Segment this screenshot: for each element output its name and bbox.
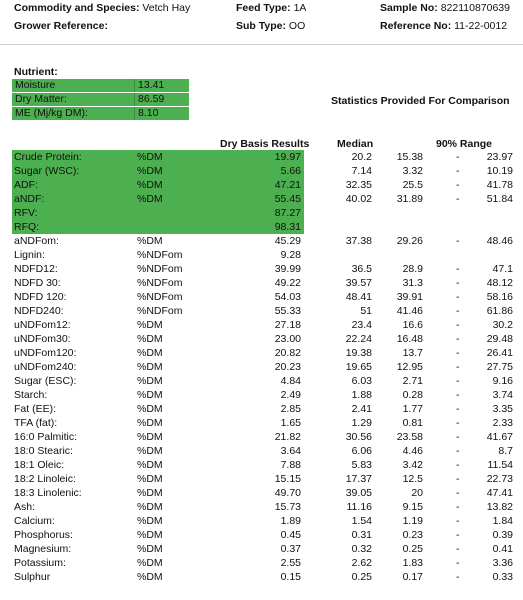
range-separator: -	[456, 487, 460, 499]
table-row	[0, 262, 523, 276]
row-name: uNDFom30:	[14, 333, 71, 345]
range-low: 4.46	[402, 445, 423, 457]
range-high: 27.75	[486, 361, 513, 373]
nutrient-value: 13.41	[138, 79, 165, 91]
feed-type-value: 1A	[293, 2, 307, 14]
range-separator: -	[456, 543, 460, 555]
row-name: 16:0 Palmitic:	[14, 431, 78, 443]
range-low: 16.6	[402, 319, 423, 331]
dry-basis-value: 55.45	[274, 193, 301, 205]
row-name: Starch:	[14, 389, 48, 401]
sample-no-label: Sample No:	[380, 2, 438, 14]
row-unit: %NDFom	[137, 249, 183, 261]
range-low: 1.83	[402, 557, 423, 569]
table-row	[0, 416, 523, 430]
report-header	[0, 0, 523, 45]
range-high: 58.16	[486, 291, 513, 303]
range-high: 61.86	[486, 305, 513, 317]
dry-basis-value: 15.15	[274, 473, 301, 485]
median-value: 2.62	[351, 557, 372, 569]
row-unit: %DM	[137, 459, 163, 471]
table-row	[0, 318, 523, 332]
range-separator: -	[456, 529, 460, 541]
row-name: Sugar (ESC):	[14, 375, 77, 387]
dry-basis-value: 19.97	[274, 151, 301, 163]
reference-no-value: 11-22-0012	[454, 20, 508, 32]
table-row	[0, 346, 523, 360]
range-separator: -	[456, 417, 460, 429]
range-high: 41.78	[486, 179, 513, 191]
feed-type-field	[236, 2, 306, 14]
range-separator: -	[456, 459, 460, 471]
median-value: 7.14	[351, 165, 372, 177]
nutrient-table	[12, 79, 189, 121]
median-value: 19.65	[345, 361, 372, 373]
nutrient-value: 86.59	[138, 93, 165, 105]
table-row	[0, 528, 523, 542]
median-value: 0.31	[351, 529, 372, 541]
row-unit: %DM	[137, 417, 163, 429]
row-unit: %DM	[137, 165, 163, 177]
sub-type-label: Sub Type:	[236, 20, 286, 32]
row-name: Potassium:	[14, 557, 66, 569]
sub-type-value: OO	[288, 20, 306, 32]
row-name: Crude Protein:	[14, 151, 82, 163]
median-value: 5.83	[351, 459, 372, 471]
range-high: 0.39	[492, 529, 513, 541]
table-row	[0, 444, 523, 458]
range-high: 3.35	[492, 403, 513, 415]
range-low: 0.81	[402, 417, 423, 429]
table-row	[0, 178, 523, 192]
row-unit: %DM	[137, 445, 163, 457]
dry-basis-value: 98.31	[274, 221, 301, 233]
dry-basis-value: 21.82	[274, 431, 301, 443]
commodity-label: Commodity and Species:	[14, 2, 140, 14]
row-name: Phosphorus:	[14, 529, 73, 541]
reference-no-field	[380, 20, 507, 32]
dry-basis-value: 49.22	[274, 277, 301, 289]
sample-no-field	[380, 2, 510, 14]
table-row	[0, 206, 523, 220]
dry-basis-value: 4.84	[280, 375, 301, 387]
row-unit: %DM	[137, 473, 163, 485]
range-low: 3.42	[402, 459, 423, 471]
median-value: 1.29	[351, 417, 372, 429]
dry-basis-value: 3.64	[280, 445, 301, 457]
range-separator: -	[456, 193, 460, 205]
range-low: 9.15	[402, 501, 423, 513]
table-row	[0, 164, 523, 178]
nutrient-title: Nutrient:	[14, 66, 58, 78]
row-unit: %DM	[137, 319, 163, 331]
range-low: 41.46	[396, 305, 423, 317]
range-separator: -	[456, 389, 460, 401]
range-high: 11.54	[487, 459, 513, 471]
dry-basis-value: 87.27	[274, 207, 301, 219]
range-low: 3.32	[402, 165, 423, 177]
median-value: 51	[360, 305, 372, 317]
row-unit: %NDFom	[137, 305, 183, 317]
row-name: 18:2 Linoleic:	[14, 473, 76, 485]
median-value: 0.32	[351, 543, 372, 555]
nutrient-label: ME (Mj/kg DM):	[15, 107, 88, 119]
table-row	[0, 150, 523, 164]
range-low: 0.25	[402, 543, 423, 555]
table-row	[0, 360, 523, 374]
table-row	[0, 486, 523, 500]
dry-basis-header: Dry Basis Results	[220, 138, 310, 150]
range-separator: -	[456, 473, 460, 485]
dry-basis-value: 2.55	[280, 557, 301, 569]
row-name: NDFD 30:	[14, 277, 61, 289]
median-value: 40.02	[345, 193, 372, 205]
range-high: 30.2	[492, 319, 513, 331]
row-unit: %NDFom	[137, 277, 183, 289]
range-separator: -	[456, 571, 460, 583]
range-header: 90% Range	[436, 138, 493, 150]
row-name: Ash:	[14, 501, 36, 513]
row-name: Lignin:	[14, 249, 45, 261]
dry-basis-value: 7.88	[280, 459, 301, 471]
median-value: 1.54	[351, 515, 372, 527]
median-value: 32.35	[345, 179, 372, 191]
row-unit: %DM	[137, 151, 163, 163]
commodity-field	[14, 2, 190, 14]
table-row	[0, 542, 523, 556]
range-high: 48.46	[486, 235, 513, 247]
table-row	[0, 570, 523, 584]
range-separator: -	[456, 277, 460, 289]
range-high: 0.33	[492, 571, 513, 583]
nutrient-row	[12, 93, 189, 106]
median-value: 17.37	[345, 473, 372, 485]
range-separator: -	[456, 319, 460, 331]
range-high: 29.48	[486, 333, 513, 345]
range-low: 31.89	[396, 193, 423, 205]
nutrient-value: 8.10	[138, 107, 159, 119]
dry-basis-value: 55.33	[274, 305, 301, 317]
range-high: 22.73	[486, 473, 513, 485]
dry-basis-value: 5.66	[280, 165, 301, 177]
dry-basis-value: 0.15	[280, 571, 301, 583]
cell-divider	[134, 79, 135, 92]
row-unit: %DM	[137, 501, 163, 513]
range-separator: -	[456, 515, 460, 527]
row-name: Calcium:	[14, 515, 55, 527]
range-separator: -	[456, 375, 460, 387]
range-high: 13.82	[486, 501, 513, 513]
table-row	[0, 472, 523, 486]
row-name: uNDFom12:	[14, 319, 71, 331]
range-low: 1.77	[402, 403, 423, 415]
dry-basis-value: 54.03	[274, 291, 301, 303]
feed-type-label: Feed Type:	[236, 2, 291, 14]
row-name: 18:3 Linolenic:	[14, 487, 82, 499]
row-unit: %DM	[137, 515, 163, 527]
table-row	[0, 458, 523, 472]
dry-basis-value: 27.18	[274, 319, 301, 331]
table-row	[0, 556, 523, 570]
table-row	[0, 374, 523, 388]
median-value: 6.06	[351, 445, 372, 457]
dry-basis-value: 45.29	[274, 235, 301, 247]
table-row	[0, 514, 523, 528]
row-unit: %DM	[137, 347, 163, 359]
row-name: 18:1 Oleic:	[14, 459, 65, 471]
range-separator: -	[456, 431, 460, 443]
dry-basis-value: 23.00	[274, 333, 301, 345]
range-high: 1.84	[492, 515, 513, 527]
nutrient-row	[12, 107, 189, 120]
dry-basis-value: 1.65	[280, 417, 301, 429]
range-high: 3.74	[492, 389, 513, 401]
row-unit: %DM	[137, 235, 163, 247]
row-name: Sulphur	[14, 571, 51, 583]
row-name: RFQ:	[14, 221, 40, 233]
range-separator: -	[456, 347, 460, 359]
range-separator: -	[456, 263, 460, 275]
row-unit: %DM	[137, 571, 163, 583]
row-name: Magnesium:	[14, 543, 72, 555]
median-value: 23.4	[351, 319, 372, 331]
range-low: 25.5	[402, 179, 423, 191]
dry-basis-value: 15.73	[274, 501, 301, 513]
median-value: 6.03	[351, 375, 372, 387]
median-value: 48.41	[345, 291, 372, 303]
commodity-value: Vetch Hay	[142, 2, 191, 14]
median-value: 22.24	[345, 333, 372, 345]
table-row	[0, 220, 523, 234]
table-row	[0, 332, 523, 346]
row-name: uNDFom120:	[14, 347, 77, 359]
dry-basis-value: 2.49	[280, 389, 301, 401]
range-low: 2.71	[402, 375, 423, 387]
range-low: 20	[411, 487, 423, 499]
row-unit: %DM	[137, 333, 163, 345]
range-high: 0.41	[492, 543, 513, 555]
nutrient-row	[12, 79, 189, 92]
range-high: 47.1	[492, 263, 513, 275]
median-value: 11.16	[346, 501, 372, 513]
range-separator: -	[456, 361, 460, 373]
row-name: RFV:	[14, 207, 38, 219]
table-row	[0, 430, 523, 444]
range-low: 16.48	[396, 333, 423, 345]
range-high: 51.84	[486, 193, 513, 205]
range-separator: -	[456, 151, 460, 163]
row-unit: %DM	[137, 389, 163, 401]
dry-basis-value: 47.21	[274, 179, 301, 191]
row-unit: %DM	[137, 529, 163, 541]
sample-no-value: 822110870639	[440, 2, 510, 14]
range-low: 1.19	[402, 515, 423, 527]
table-row	[0, 304, 523, 318]
row-name: aNDFom:	[14, 235, 59, 247]
range-low: 12.5	[402, 473, 423, 485]
median-value: 19.38	[345, 347, 372, 359]
row-name: Sugar (WSC):	[14, 165, 80, 177]
range-high: 41.67	[486, 431, 513, 443]
row-unit: %DM	[137, 487, 163, 499]
median-value: 0.25	[351, 571, 372, 583]
range-separator: -	[456, 501, 460, 513]
range-separator: -	[456, 557, 460, 569]
table-row	[0, 388, 523, 402]
sub-type-field	[236, 20, 305, 32]
range-high: 9.16	[492, 375, 513, 387]
dry-basis-value: 1.89	[280, 515, 301, 527]
row-name: uNDFom240:	[14, 361, 77, 373]
median-value: 1.88	[351, 389, 372, 401]
row-unit: %DM	[137, 557, 163, 569]
row-name: NDFD12:	[14, 263, 58, 275]
median-value: 20.2	[351, 151, 372, 163]
range-separator: -	[456, 403, 460, 415]
dry-basis-value: 20.23	[274, 361, 301, 373]
median-value: 30.56	[345, 431, 372, 443]
row-unit: %DM	[137, 361, 163, 373]
table-row	[0, 276, 523, 290]
row-unit: %DM	[137, 193, 163, 205]
range-low: 29.26	[396, 235, 423, 247]
row-name: Fat (EE):	[14, 403, 57, 415]
median-value: 39.57	[345, 277, 372, 289]
table-row	[0, 500, 523, 514]
range-high: 10.19	[486, 165, 513, 177]
row-name: NDFD240:	[14, 305, 64, 317]
range-low: 31.3	[402, 277, 423, 289]
row-unit: %DM	[137, 375, 163, 387]
dry-basis-value: 9.28	[280, 249, 301, 261]
range-separator: -	[456, 179, 460, 191]
table-row	[0, 290, 523, 304]
grower-ref-field	[14, 20, 108, 32]
range-low: 28.9	[402, 263, 423, 275]
dry-basis-value: 0.37	[280, 543, 301, 555]
range-high: 47.41	[486, 487, 513, 499]
range-separator: -	[456, 333, 460, 345]
grower-ref-label: Grower Reference:	[14, 20, 108, 32]
stats-title: Statistics Provided For Comparison	[331, 95, 510, 107]
header-divider	[0, 44, 523, 45]
range-high: 26.41	[486, 347, 513, 359]
range-separator: -	[456, 165, 460, 177]
row-name: 18:0 Stearic:	[14, 445, 73, 457]
nutrient-label: Moisture	[15, 79, 56, 91]
row-unit: %DM	[137, 543, 163, 555]
median-value: 39.05	[345, 487, 372, 499]
row-unit: %NDFom	[137, 291, 183, 303]
median-value: 2.41	[351, 403, 372, 415]
range-high: 2.33	[492, 417, 513, 429]
range-low: 0.23	[402, 529, 423, 541]
reference-no-label: Reference No:	[380, 20, 452, 32]
range-low: 0.17	[402, 571, 423, 583]
nutrient-label: Dry Matter:	[15, 93, 67, 105]
row-name: NDFD 120:	[14, 291, 67, 303]
range-high: 3.36	[492, 557, 513, 569]
row-name: ADF:	[14, 179, 38, 191]
dry-basis-value: 2.85	[280, 403, 301, 415]
dry-basis-value: 49.70	[274, 487, 301, 499]
range-separator: -	[456, 305, 460, 317]
range-low: 12.95	[396, 361, 423, 373]
table-row	[0, 192, 523, 206]
row-name: TFA (fat):	[14, 417, 58, 429]
row-unit: %DM	[137, 431, 163, 443]
cell-divider	[134, 93, 135, 106]
range-separator: -	[456, 235, 460, 247]
range-low: 39.91	[396, 291, 423, 303]
row-unit: %DM	[137, 179, 163, 191]
median-header: Median	[337, 138, 374, 150]
range-low: 15.38	[396, 151, 423, 163]
row-name: aNDF:	[14, 193, 45, 205]
cell-divider	[134, 107, 135, 120]
range-high: 8.7	[498, 445, 513, 457]
range-low: 13.7	[402, 347, 423, 359]
range-high: 23.97	[486, 151, 513, 163]
table-row	[0, 248, 523, 262]
dry-basis-value: 0.45	[280, 529, 301, 541]
range-separator: -	[456, 291, 460, 303]
range-low: 0.28	[402, 389, 423, 401]
table-row	[0, 234, 523, 248]
range-low: 23.58	[396, 431, 423, 443]
row-unit: %NDFom	[137, 263, 183, 275]
dry-basis-value: 20.82	[274, 347, 301, 359]
range-high: 48.12	[486, 277, 513, 289]
row-unit: %DM	[137, 403, 163, 415]
median-value: 36.5	[351, 263, 372, 275]
range-separator: -	[456, 445, 460, 457]
dry-basis-value: 39.99	[274, 263, 301, 275]
table-row	[0, 402, 523, 416]
median-value: 37.38	[345, 235, 372, 247]
